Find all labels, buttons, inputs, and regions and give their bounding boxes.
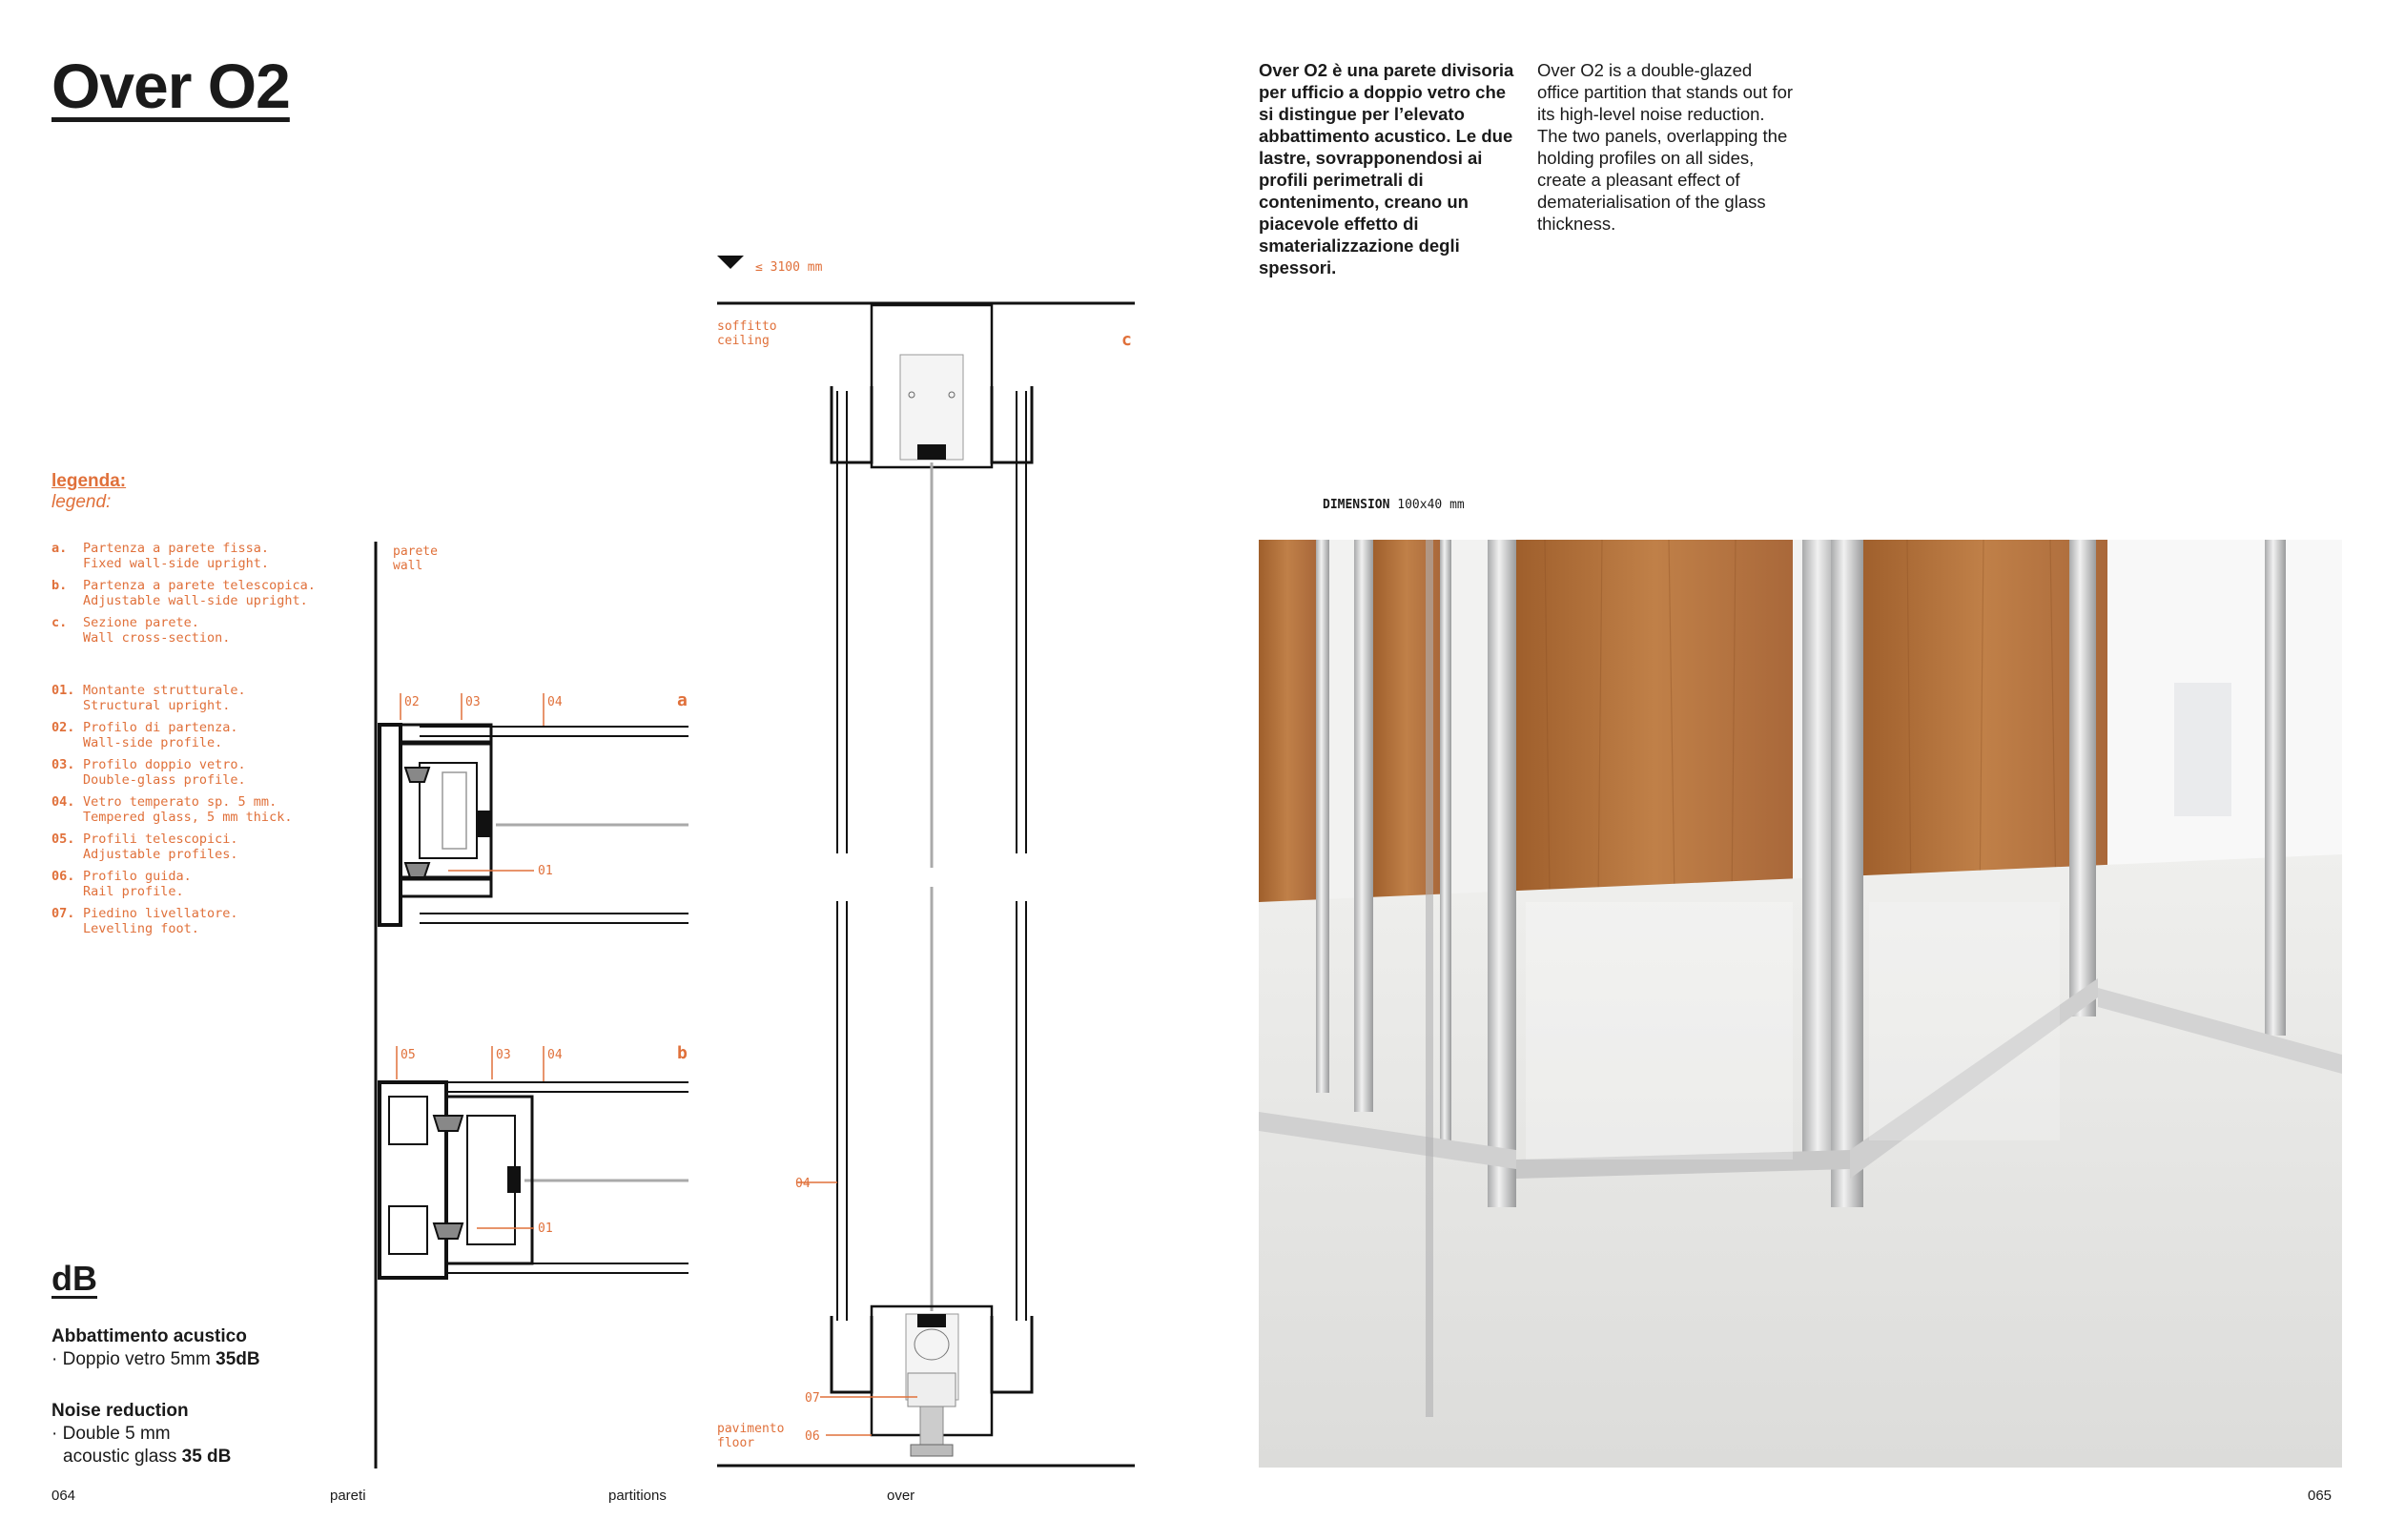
legend-item: 05. Profili telescopici. Adjustable profiles. [51, 832, 238, 862]
level-marker-icon [717, 256, 744, 269]
legend-item: 04. Vetro temperato sp. 5 mm. Tempered glass, 5 mm thick. [51, 794, 293, 825]
legend-item: a. Partenza a parete fissa. Fixed wall-side upright. [51, 541, 270, 571]
callout-c-07: 07 [805, 1391, 820, 1406]
callout-a-02: 02 [404, 695, 420, 709]
callout-c-04: 04 [795, 1177, 811, 1191]
callout-a-03: 03 [465, 695, 481, 709]
height-label: ≤ 3100 mm [755, 260, 823, 275]
section-b-drawing [380, 1043, 688, 1278]
legend-item: b. Partenza a parete telescopica. Adjustable wall-side upright. [51, 578, 316, 608]
callout-b-04: 04 [547, 1048, 563, 1062]
footer-section-it: pareti [330, 1488, 366, 1504]
wall-label-en: wall [393, 559, 423, 573]
footer-section-en: partitions [608, 1488, 667, 1504]
acoustic-it: Abbattimento acustico · Doppio vetro 5mm 35dB [51, 1326, 260, 1369]
wall-label-it: parete [393, 544, 438, 559]
legend-subtitle: legend: [51, 492, 112, 512]
callout-b-03: 03 [496, 1048, 511, 1062]
legend-title: legenda: [51, 471, 127, 491]
db-title: dB [51, 1259, 97, 1298]
callout-a-04: 04 [547, 695, 563, 709]
section-a-drawing [380, 690, 688, 925]
legend-item: c. Sezione parete. Wall cross-section. [51, 615, 231, 646]
section-c-label: c [1121, 330, 1132, 350]
page-number-right: 065 [2308, 1488, 2333, 1504]
callout-c-06: 06 [805, 1429, 820, 1444]
section-b-label: b [677, 1043, 688, 1063]
office-partition-photo [1259, 540, 2342, 1468]
legend-item: 03. Profilo doppio vetro. Double-glass profile. [51, 757, 246, 788]
acoustic-en: Noise reduction · Double 5 mm acoustic glass 35 dB [51, 1401, 232, 1467]
legend-item: 07. Piedino livellatore. Levelling foot. [51, 906, 238, 936]
section-a-label: a [677, 690, 688, 710]
legend-item: 06. Profilo guida. Rail profile. [51, 869, 192, 899]
ceiling-label-en: ceiling [717, 334, 770, 348]
legend-item: 02. Profilo di partenza. Wall-side profile. [51, 720, 238, 750]
page-number-left: 064 [51, 1488, 76, 1504]
legend-item: 01. Montante strutturale. Structural upright. [51, 683, 246, 713]
floor-label-en: floor [717, 1436, 755, 1450]
description-it: Over O2 è una parete divisoria per ufficio a doppio vetro che si distingue per l’elevato abbattimento acustico. Le due lastre, sovrapponendosi ai profili perimetrali di contenimento, creano un piacevole effetto di smaterializzazione degli spessori. [1259, 60, 1514, 277]
callout-a-01: 01 [538, 864, 553, 878]
section-c-drawing [717, 256, 1135, 1466]
callout-b-05: 05 [401, 1048, 416, 1062]
product-photo [1259, 540, 2342, 1468]
page-title: Over O2 [51, 51, 290, 121]
floor-label-it: pavimento [717, 1422, 785, 1436]
dimension-caption: DIMENSION 100x40 mm [1323, 498, 1465, 512]
callout-b-01: 01 [538, 1222, 553, 1236]
ceiling-label-it: soffitto [717, 319, 777, 334]
footer-product: over [887, 1488, 915, 1504]
description-en: Over O2 is a double-glazed office partition that stands out for its high-level noise reduction. The two panels, overlapping the holding profiles on all sides, create a pleasant effect of dematerialisation of the glass thickness. [1537, 60, 1794, 234]
